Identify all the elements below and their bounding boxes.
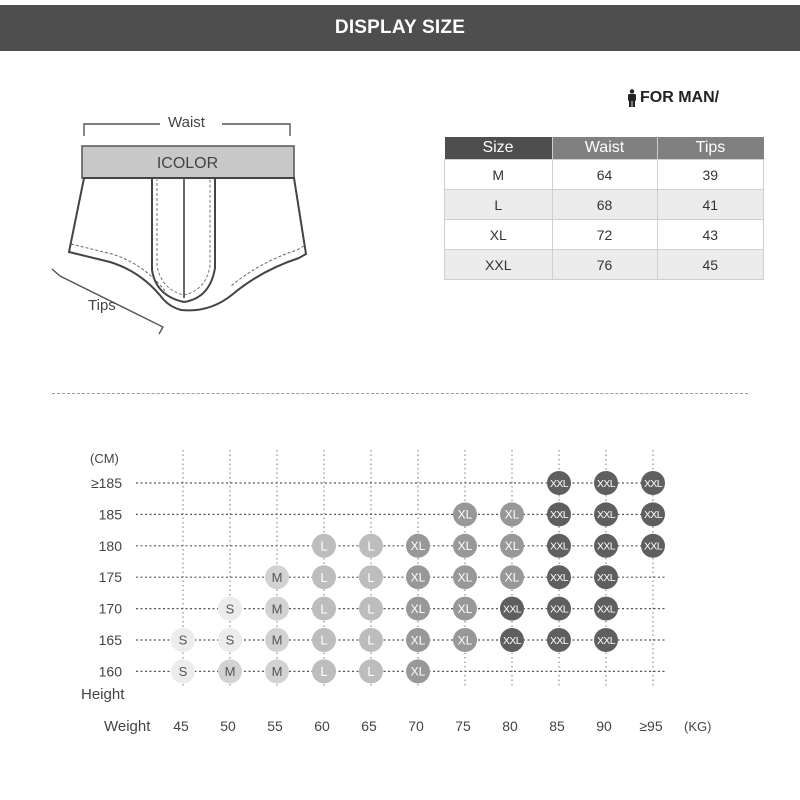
tips-column-header: Tips bbox=[657, 137, 764, 160]
size-cell: XL bbox=[445, 220, 553, 250]
weight-unit-label: (KG) bbox=[684, 719, 712, 734]
size-marker-label: XL bbox=[504, 570, 520, 585]
size-marker-label: XXL bbox=[502, 634, 522, 647]
height-tick-label: 170 bbox=[98, 600, 122, 617]
size-cell: L bbox=[445, 190, 553, 220]
size-marker-label: XXL bbox=[643, 477, 663, 490]
waist-cell: 76 bbox=[552, 250, 657, 280]
height-unit-label: (CM) bbox=[90, 451, 119, 466]
height-tick-label: ≥185 bbox=[90, 475, 122, 491]
for-man-text: FOR MAN/ bbox=[640, 89, 720, 106]
waistband-brand-text: ICOLOR bbox=[156, 155, 219, 172]
weight-tick-label: 85 bbox=[549, 718, 565, 734]
waist-cell: 64 bbox=[552, 160, 657, 190]
table-row bbox=[445, 250, 764, 280]
waist-label: Waist bbox=[168, 114, 205, 131]
size-marker-label: XXL bbox=[502, 603, 522, 616]
section-divider bbox=[52, 393, 748, 394]
height-tick-label: 160 bbox=[98, 663, 122, 680]
size-marker-label: L bbox=[320, 569, 328, 585]
height-weight-size-chart bbox=[0, 440, 800, 760]
size-marker-label: L bbox=[320, 664, 328, 680]
size-marker-label: S bbox=[225, 632, 235, 648]
size-marker-label: M bbox=[271, 632, 283, 648]
size-marker-label: S bbox=[178, 632, 188, 648]
size-marker-label: S bbox=[225, 601, 235, 617]
size-marker-label: XL bbox=[457, 507, 473, 522]
weight-tick-label: 60 bbox=[314, 718, 330, 734]
size-marker-label: L bbox=[367, 538, 375, 554]
size-marker-label: XL bbox=[457, 601, 473, 616]
table-row bbox=[445, 220, 764, 250]
size-marker-label: XXL bbox=[549, 634, 569, 647]
size-marker-label: XXL bbox=[643, 509, 663, 522]
weight-tick-label: 55 bbox=[267, 718, 283, 734]
tips-cell: 41 bbox=[657, 190, 764, 220]
size-marker-label: XXL bbox=[596, 571, 616, 584]
size-marker-label: L bbox=[320, 632, 328, 648]
for-man-label bbox=[626, 89, 719, 107]
size-marker-label: XXL bbox=[549, 477, 569, 490]
page-title: DISPLAY SIZE bbox=[334, 17, 466, 38]
waist-column-header: Waist bbox=[552, 137, 657, 160]
size-marker-label: XL bbox=[410, 664, 426, 679]
size-table bbox=[444, 137, 764, 280]
weight-tick-label: ≥95 bbox=[639, 718, 663, 734]
waist-cell: 68 bbox=[552, 190, 657, 220]
weight-tick-label: 50 bbox=[220, 718, 236, 734]
page-header bbox=[0, 5, 800, 51]
size-marker-label: XXL bbox=[643, 540, 663, 553]
size-marker-label: XXL bbox=[549, 509, 569, 522]
weight-axis-label: Weight bbox=[104, 718, 151, 735]
size-marker-label: XXL bbox=[596, 603, 616, 616]
table-row bbox=[445, 160, 764, 190]
weight-tick-label: 80 bbox=[502, 718, 518, 734]
size-marker-label: XXL bbox=[596, 477, 616, 490]
weight-tick-label: 75 bbox=[455, 718, 471, 734]
size-marker-label: M bbox=[271, 569, 283, 585]
height-tick-label: 185 bbox=[98, 506, 122, 523]
size-marker-label: L bbox=[367, 632, 375, 648]
size-marker-label: XL bbox=[504, 507, 520, 522]
size-marker-label: XXL bbox=[549, 571, 569, 584]
size-marker-label: M bbox=[271, 664, 283, 680]
weight-tick-label: 45 bbox=[173, 718, 189, 734]
tips-cell: 45 bbox=[657, 250, 764, 280]
size-marker-label: L bbox=[367, 601, 375, 617]
size-marker-label: M bbox=[224, 664, 236, 680]
size-marker-label: L bbox=[367, 569, 375, 585]
size-marker-label: S bbox=[178, 664, 188, 680]
size-cell: XXL bbox=[445, 250, 553, 280]
size-marker-label: XXL bbox=[596, 634, 616, 647]
size-table-header bbox=[445, 137, 764, 160]
size-marker-label: XXL bbox=[596, 509, 616, 522]
size-marker-label: XL bbox=[457, 570, 473, 585]
tips-cell: 39 bbox=[657, 160, 764, 190]
size-marker-label: XL bbox=[410, 601, 426, 616]
size-marker-label: L bbox=[320, 538, 328, 554]
size-marker-label: XL bbox=[457, 539, 473, 554]
size-marker-label: XL bbox=[410, 539, 426, 554]
size-marker-label: M bbox=[271, 601, 283, 617]
size-marker-label: L bbox=[320, 601, 328, 617]
size-marker-label: XXL bbox=[549, 540, 569, 553]
weight-tick-label: 90 bbox=[596, 718, 612, 734]
size-marker-label: XL bbox=[410, 570, 426, 585]
height-axis-label: Height bbox=[81, 686, 125, 703]
size-column-header: Size bbox=[445, 137, 553, 160]
man-icon bbox=[626, 89, 638, 107]
size-marker-label: L bbox=[367, 664, 375, 680]
size-cell: M bbox=[445, 160, 553, 190]
waist-cell: 72 bbox=[552, 220, 657, 250]
table-row bbox=[445, 190, 764, 220]
size-marker-label: XL bbox=[410, 633, 426, 648]
size-marker-label: XXL bbox=[549, 603, 569, 616]
weight-tick-label: 70 bbox=[408, 718, 424, 734]
weight-tick-label: 65 bbox=[361, 718, 377, 734]
height-tick-label: 175 bbox=[98, 569, 122, 586]
height-tick-label: 180 bbox=[98, 537, 122, 554]
tips-cell: 43 bbox=[657, 220, 764, 250]
size-marker-label: XL bbox=[457, 633, 473, 648]
height-tick-label: 165 bbox=[98, 632, 122, 648]
size-marker-label: XXL bbox=[596, 540, 616, 553]
size-marker-label: XL bbox=[504, 539, 520, 554]
tips-label: Tips bbox=[88, 297, 116, 314]
